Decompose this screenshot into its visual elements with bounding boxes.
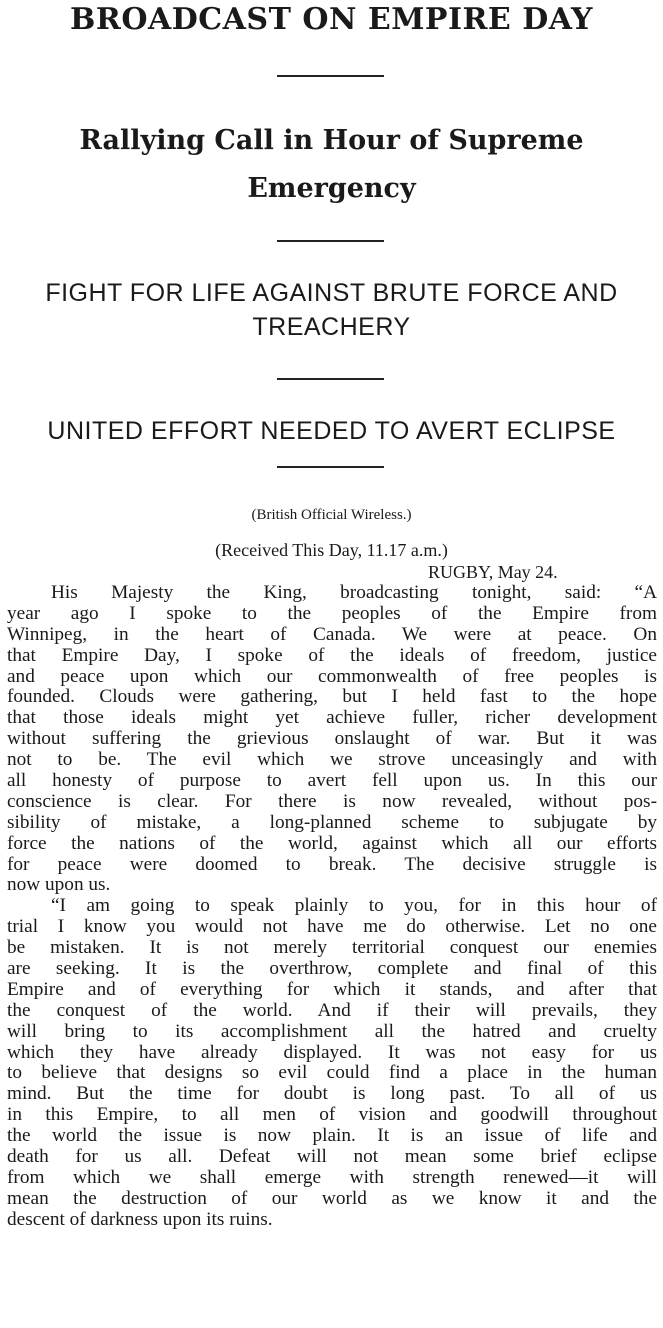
text-line: be mistaken. It is not merely territorial conquest our enemies (7, 938, 657, 959)
divider-rule-1 (277, 75, 384, 77)
text-line: the conquest of the world. And if their will prevails, they (7, 1000, 657, 1021)
text-line: mean the destruction of our world as we know it and the (7, 1188, 657, 1209)
text-line: “I am going to speak plainly to you, for in this hour of (51, 896, 657, 917)
text-line: for peace were doomed to break. The decisive struggle is (7, 854, 657, 875)
headline-united-effort: UNITED EFFORT NEEDED TO AVERT ECLIPSE (47, 417, 616, 445)
text-line: descent of darkness upon its ruins. (7, 1209, 273, 1230)
text-line: to believe that designs so evil could find a place in the human (7, 1063, 657, 1084)
divider-rule-4 (277, 466, 384, 468)
divider-rule-2 (277, 240, 384, 242)
text-line: that those ideals might yet achieve fuller, richer development (7, 708, 657, 729)
text-line: the world the issue is now plain. It is an issue of life and (7, 1126, 657, 1147)
text-line: conscience is clear. For there is now revealed, without pos- (7, 791, 657, 812)
text-line: year ago I spoke to the peoples of the Empire from (7, 603, 657, 624)
text-line: from which we shall emerge with strength renewed—it will (7, 1167, 657, 1188)
headline-main: BROADCAST ON EMPIRE DAY (70, 2, 593, 37)
text-line: without suffering the grievious onslaught of war. But it was (7, 729, 657, 750)
paragraph-2 (7, 896, 657, 1230)
text-line: and peace upon which our commonwealth of free peoples is (7, 666, 657, 687)
text-line: His Majesty the King, broadcasting tonight, said: “A (51, 583, 657, 603)
source-credit: (British Official Wireless.) (251, 507, 412, 523)
headline-fight-for-life: FIGHT FOR LIFE AGAINST BRUTE FORCE AND TREACHERY (45, 279, 618, 341)
text-line: are seeking. It is the overthrow, complete and final of this (7, 959, 657, 980)
text-line: in this Empire, to all men of vision and goodwill throughout (7, 1105, 657, 1126)
text-line: will bring to its accomplishment all the hatred and cruelty (7, 1021, 657, 1042)
received-time: (Received This Day, 11.17 a.m.) (215, 540, 448, 560)
text-line: force the nations of the world, against which all our efforts (7, 833, 657, 854)
text-line: sibility of mistake, a long-planned scheme to subjugate by (7, 812, 657, 833)
text-line: death for us all. Defeat will not mean some brief eclipse (7, 1147, 657, 1168)
text-line: Empire and of everything for which it stands, and after that (7, 979, 657, 1000)
text-line: all honesty of purpose to avert fell upon us. In this our (7, 771, 657, 792)
text-line: now upon us. (7, 875, 111, 896)
text-line: founded. Clouds were gathering, but I held fast to the hope (7, 687, 657, 708)
text-line: Winnipeg, in the heart of Canada. We were at peace. On (7, 624, 657, 645)
paragraph-1 (7, 583, 657, 896)
text-line: trial I know you would not have me do otherwise. Let no one (7, 917, 657, 938)
divider-rule-3 (277, 378, 384, 380)
text-line: that Empire Day, I spoke of the ideals of freedom, justice (7, 645, 657, 666)
article-body (7, 583, 657, 1231)
text-line: mind. But the time for doubt is long past. To all of us (7, 1084, 657, 1105)
dateline: RUGBY, May 24. (428, 562, 558, 582)
text-line: which they have already displayed. It was not easy for us (7, 1042, 657, 1063)
text-line: not to be. The evil which we strove unceasingly and with (7, 750, 657, 771)
headline-rallying-call: Rallying Call in Hour of Supreme Emergency (79, 125, 584, 204)
